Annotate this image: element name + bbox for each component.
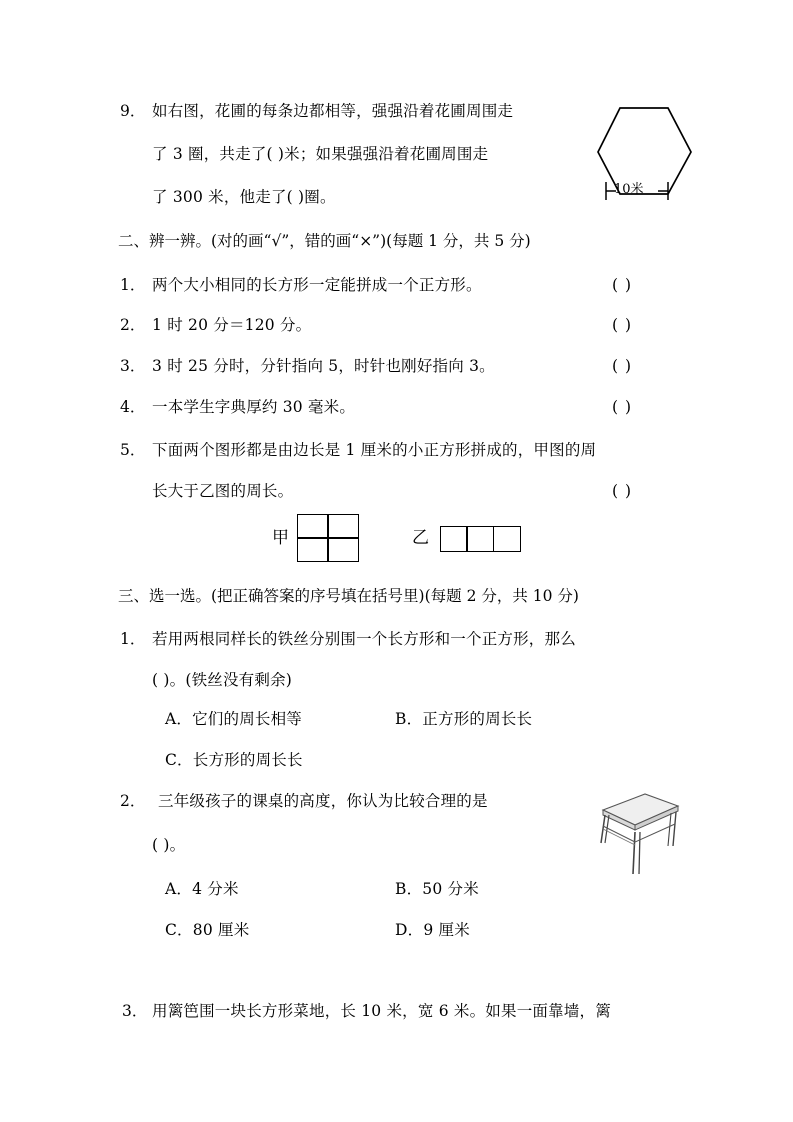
section-2-heading: 二、辨一辨。(对的画“√”，错的画“×”)(每题 1 分，共 5 分) [118,232,531,250]
section-2-item-5-answer-box[interactable]: ( ) [612,482,633,500]
section-3-item-3-text-line-1: 用篱笆围一块长方形菜地，长 10 米，宽 6 米。如果一面靠墙，篱 [152,1002,611,1020]
option-key: B． [395,710,423,728]
section-3-item-2-option-c[interactable] [165,923,249,939]
section-2-item-3-text: 3 时 25 分时，分针指向 5，时针也刚好指向 3。 [152,357,495,375]
option-text: 9 厘米 [423,921,470,939]
section-2-item-5-text-line-1: 下面两个图形都是由边长是 1 厘米的小正方形拼成的，甲图的周 [152,441,597,459]
section-2-item-2-number: 2． [120,316,146,334]
option-key: A． [165,710,193,728]
figure-jia-grid [297,514,358,562]
question-9-line-1: 如右图，花圃的每条边都相等，强强沿着花圃周围走 [152,102,514,120]
section-2-item-3-number: 3． [120,357,146,375]
section-3-item-3-number: 3． [122,1002,148,1020]
section-3-item-2-text-line-2[interactable]: ( )。 [152,836,186,854]
grid-cell [466,526,494,552]
section-3-item-1-option-c[interactable] [165,753,303,769]
section-3-item-1-option-a[interactable] [165,712,302,728]
option-text: 它们的周长相等 [192,710,302,728]
section-2-item-1-text: 两个大小相同的长方形一定能拼成一个正方形。 [152,276,482,294]
option-key: D． [395,921,424,939]
grid-cell [297,537,329,562]
option-key: C． [165,921,193,939]
section-3-heading: 三、选一选。(把正确答案的序号填在括号里)(每题 2 分，共 10 分) [118,587,579,605]
section-2-item-4-number: 4． [120,398,146,416]
desk-svg [583,788,683,880]
hexagon-svg [592,96,702,208]
question-9-number: 9． [120,102,146,120]
grid-cell [297,514,329,539]
grid-cell [440,526,468,552]
hexagon-flowerbed-figure [592,96,702,208]
option-text: 正方形的周长长 [422,710,533,728]
section-2-item-4-text: 一本学生字典厚约 30 毫米。 [152,398,356,416]
option-key: B． [395,880,423,898]
option-text: 50 分米 [422,880,479,898]
figure-yi-grid [440,526,519,552]
grid-cell [327,537,359,562]
grid-cell [327,514,359,539]
section-3-item-1-text-line-1: 若用两根同样长的铁丝分别围一个长方形和一个正方形，那么 [152,630,576,648]
question-9-line-2: 了 3 圈，共走了( )米；如果强强沿着花圃周围走 [152,145,489,163]
section-2-item-5-number: 5． [120,441,146,459]
section-2-item-2-answer-box[interactable]: ( ) [612,316,633,334]
section-3-item-1-option-b[interactable] [395,712,532,728]
section-3-item-2-option-b[interactable] [395,882,479,898]
section-2-item-4-answer-box[interactable]: ( ) [612,398,633,416]
option-key: C． [165,751,193,769]
option-text: 长方形的周长长 [192,751,303,769]
section-3-item-2-option-a[interactable] [165,882,239,898]
section-3-item-1-text-line-2[interactable]: ( )。(铁丝没有剩余) [152,671,293,689]
section-2-item-2-text: 1 时 20 分＝120 分。 [152,316,312,334]
section-2-item-1-number: 1． [120,276,146,294]
option-text: 4 分米 [192,880,239,898]
section-3-item-2-option-d[interactable] [395,923,470,939]
section-3-item-2-number: 2． [120,792,146,810]
figure-jia-label: 甲 [272,528,289,548]
section-3-item-1-number: 1． [120,630,146,648]
question-9-line-3: 了 300 米，他走了( )圈。 [152,188,336,206]
hexagon-side-label: 10米 [614,182,644,197]
option-key: A． [165,880,193,898]
option-text: 80 厘米 [192,921,250,939]
desk-illustration [583,788,683,880]
section-2-item-3-answer-box[interactable]: ( ) [612,357,633,375]
figure-yi-label: 乙 [412,528,429,548]
grid-cell [493,526,521,552]
section-2-item-5-text-line-2: 长大于乙图的周长。 [152,482,294,500]
section-3-item-2-text-line-1: 三年级孩子的课桌的高度，你认为比较合理的是 [158,792,488,810]
section-2-item-1-answer-box[interactable]: ( ) [612,276,633,294]
